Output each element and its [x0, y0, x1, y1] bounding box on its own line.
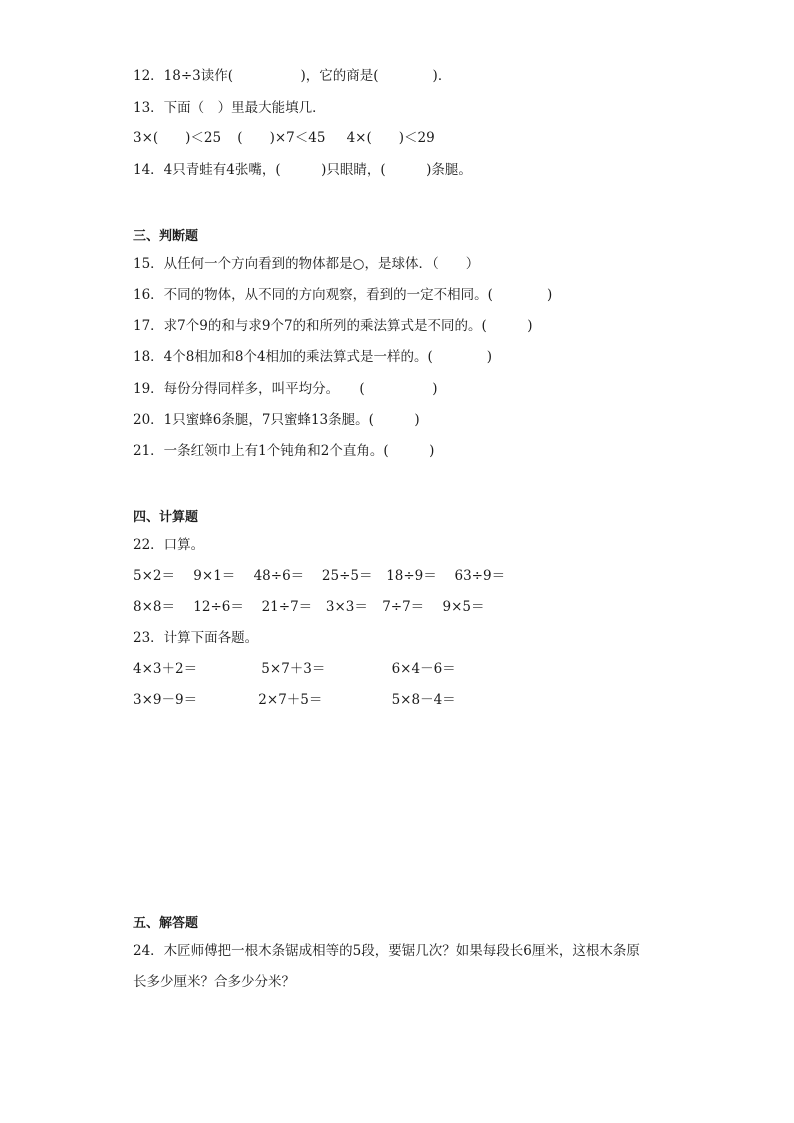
calc-item: 4×3＋2＝: [133, 661, 198, 677]
q13-item-3: 4×( )＜29: [346, 130, 435, 146]
question-12: 12．18÷3读作( )，它的商是( )．: [133, 68, 452, 84]
calc-item: 3×9－9＝: [133, 692, 198, 708]
oral-calc-item: 21÷7＝: [261, 599, 313, 615]
section-4-heading: 四、计算题: [133, 510, 199, 525]
question-13: 13．下面（ ）里最大能填几．: [133, 100, 326, 116]
oral-calc-item: 48÷6＝: [253, 568, 305, 584]
oral-calc-item: 63÷9＝: [454, 568, 506, 584]
oral-calc-item: 3×3＝: [325, 599, 368, 615]
question-19: 19．每份分得同样多，叫平均分。 ( ): [133, 381, 438, 397]
oral-calc-item: 18÷9＝: [386, 568, 437, 584]
question-24-line-1: 24．木匠师傅把一根木条锯成相等的5段，要锯几次？如果每段长6厘米，这根木条原: [133, 943, 640, 959]
question-15: 15．从任何一个方向看到的物体都是○，是球体．（ ）: [133, 256, 480, 272]
calc-item: 2×7＋5＝: [258, 692, 323, 708]
q13-item-1: 3×( )＜25: [133, 130, 222, 146]
oral-calc-item: 25÷5＝: [321, 568, 373, 584]
question-13-items: [133, 129, 435, 147]
question-18: 18．4个8相加和8个4相加的乘法算式是一样的。( ): [133, 349, 493, 365]
calc-item: 5×8－4＝: [391, 692, 456, 708]
q23-row-2: [133, 691, 456, 709]
question-17: 17．求7个9的和与求9个7的和所列的乘法算式是不同的。( ): [133, 318, 533, 334]
oral-calc-item: 9×1＝: [193, 568, 236, 584]
q22-row-2: [133, 598, 484, 616]
question-21: 21．一条红领巾上有1个钝角和2个直角。( ): [133, 443, 435, 459]
oral-calc-item: 9×5＝: [442, 599, 485, 615]
question-20: 20．1只蜜蜂6条腿，7只蜜蜂13条腿。( ): [133, 412, 420, 428]
question-16: 16．不同的物体，从不同的方向观察，看到的一定不相同。( ): [133, 287, 553, 303]
section-5-heading: 五、解答题: [133, 916, 199, 931]
section-3-heading: 三、判断题: [133, 229, 199, 244]
q23-row-1: [133, 660, 456, 678]
q13-item-2: ( )×7＜45: [237, 130, 326, 146]
oral-calc-item: 7÷7＝: [382, 599, 425, 615]
question-22: 22．口算。: [133, 537, 205, 553]
question-24-line-2: 长多少厘米？合多少分米？: [133, 974, 295, 990]
oral-calc-item: 8×8＝: [133, 599, 175, 615]
calc-item: 6×4－6＝: [391, 661, 456, 677]
question-23: 23．计算下面各题。: [133, 630, 259, 646]
question-14: 14．4只青蛙有4张嘴，( )只眼睛，( )条腿。: [133, 162, 472, 178]
q22-row-1: [133, 567, 505, 585]
calc-item: 5×7＋3＝: [261, 661, 326, 677]
oral-calc-item: 12÷6＝: [193, 599, 244, 615]
oral-calc-item: 5×2＝: [133, 568, 175, 584]
